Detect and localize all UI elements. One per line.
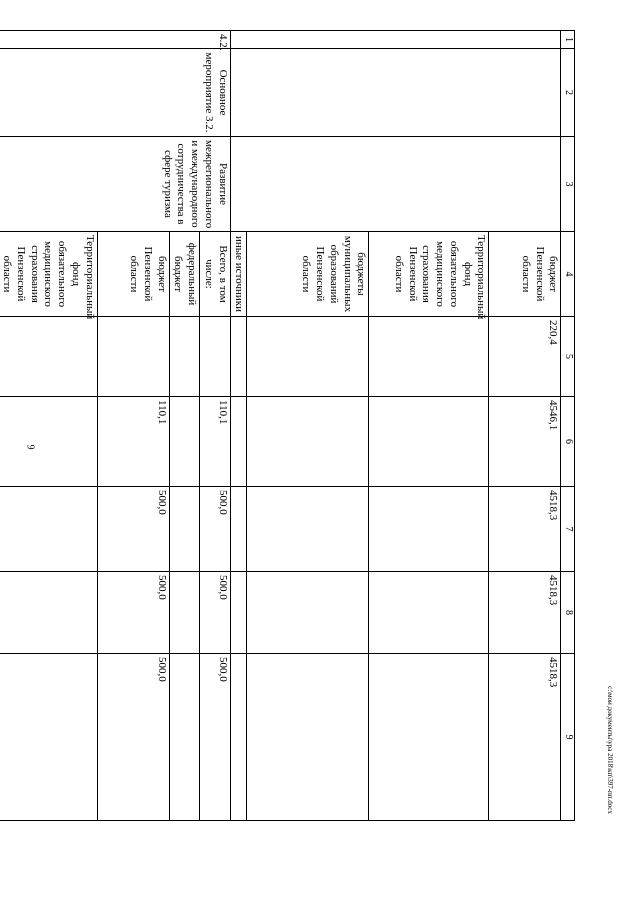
amount-cell-c8 (169, 572, 200, 654)
table-row (489, 31, 561, 821)
amount-cell-c7 (369, 487, 489, 572)
amount-cell-c9: 500,0 (200, 654, 231, 821)
amount-cell-c7 (230, 487, 247, 572)
header-cell: 1 (561, 31, 575, 49)
amount-cell-c5 (97, 317, 169, 397)
funding-table (0, 30, 575, 821)
amount-cell-c6 (247, 397, 369, 487)
amount-cell-c6 (230, 397, 247, 487)
amount-cell-c5: 220,4 (489, 317, 561, 397)
footer-file-path: c:\мои документы\ура 2018\кп\397-пп.docx (606, 686, 614, 814)
amount-cell-c5 (169, 317, 200, 397)
page-number: 9 (24, 444, 36, 450)
funding-source-cell: Всего, в том числе: (200, 232, 231, 317)
amount-cell-c8: 500,0 (97, 572, 169, 654)
funding-source-cell: Территориальный фонд обязательного медицинского страхования Пензенской области (0, 232, 97, 317)
header-cell: 2 (561, 49, 575, 137)
amount-cell-c5 (230, 317, 247, 397)
amount-cell-c8 (230, 572, 247, 654)
amount-cell-c7: 4518,3 (489, 487, 561, 572)
amount-cell-c8 (0, 572, 97, 654)
amount-cell-c5 (369, 317, 489, 397)
amount-cell-c6: 110,1 (200, 397, 231, 487)
amount-cell-c9 (169, 654, 200, 821)
header-cell: 7 (561, 487, 575, 572)
amount-cell-c7 (169, 487, 200, 572)
amount-cell-c9 (230, 654, 247, 821)
amount-cell-c6 (369, 397, 489, 487)
row-number-cell (230, 31, 561, 49)
header-row (561, 31, 575, 821)
funding-source-cell: иные источники (230, 232, 247, 317)
funding-source-cell: Территориальный фонд обязательного медицинского страхования Пензенской области (369, 232, 489, 317)
amount-cell-c7 (0, 487, 97, 572)
amount-cell-c6: 4546,1 (489, 397, 561, 487)
header-cell: 3 (561, 137, 575, 232)
amount-cell-c5 (0, 317, 97, 397)
amount-cell-c8 (247, 572, 369, 654)
activity-name-cell: Основное мероприятие 3.2. (0, 49, 230, 137)
amount-cell-c5 (200, 317, 231, 397)
amount-cell-c5 (247, 317, 369, 397)
amount-cell-c9: 500,0 (97, 654, 169, 821)
amount-cell-c7: 500,0 (97, 487, 169, 572)
header-cell: 8 (561, 572, 575, 654)
funding-source-cell: федеральный бюджет (169, 232, 200, 317)
amount-cell-c9 (369, 654, 489, 821)
rotated-table-container (1, 30, 575, 820)
amount-cell-c7: 500,0 (200, 487, 231, 572)
header-cell: 5 (561, 317, 575, 397)
header-cell: 4 (561, 232, 575, 317)
amount-cell-c7 (247, 487, 369, 572)
amount-cell-c6: 110,1 (97, 397, 169, 487)
header-cell: 6 (561, 397, 575, 487)
amount-cell-c6 (0, 397, 97, 487)
amount-cell-c9 (247, 654, 369, 821)
amount-cell-c8: 4518,3 (489, 572, 561, 654)
row-number-cell: 4.2. (0, 31, 230, 49)
amount-cell-c9: 4518,3 (489, 654, 561, 821)
table-row (200, 31, 231, 821)
funding-source-cell: бюджет Пензенской области (97, 232, 169, 317)
amount-cell-c6 (169, 397, 200, 487)
amount-cell-c8: 500,0 (200, 572, 231, 654)
funding-source-cell: бюджеты муниципальных образований Пензенской области (247, 232, 369, 317)
amount-cell-c8 (369, 572, 489, 654)
funding-source-cell: бюджет Пензенской области (489, 232, 561, 317)
activity-title-cell (230, 137, 561, 232)
amount-cell-c9 (0, 654, 97, 821)
activity-title-cell: Развитие межрегионального и международного сотрудничества в сфере туризма (0, 137, 230, 232)
table-body (0, 31, 575, 821)
activity-name-cell (230, 49, 561, 137)
header-cell: 9 (561, 654, 575, 821)
